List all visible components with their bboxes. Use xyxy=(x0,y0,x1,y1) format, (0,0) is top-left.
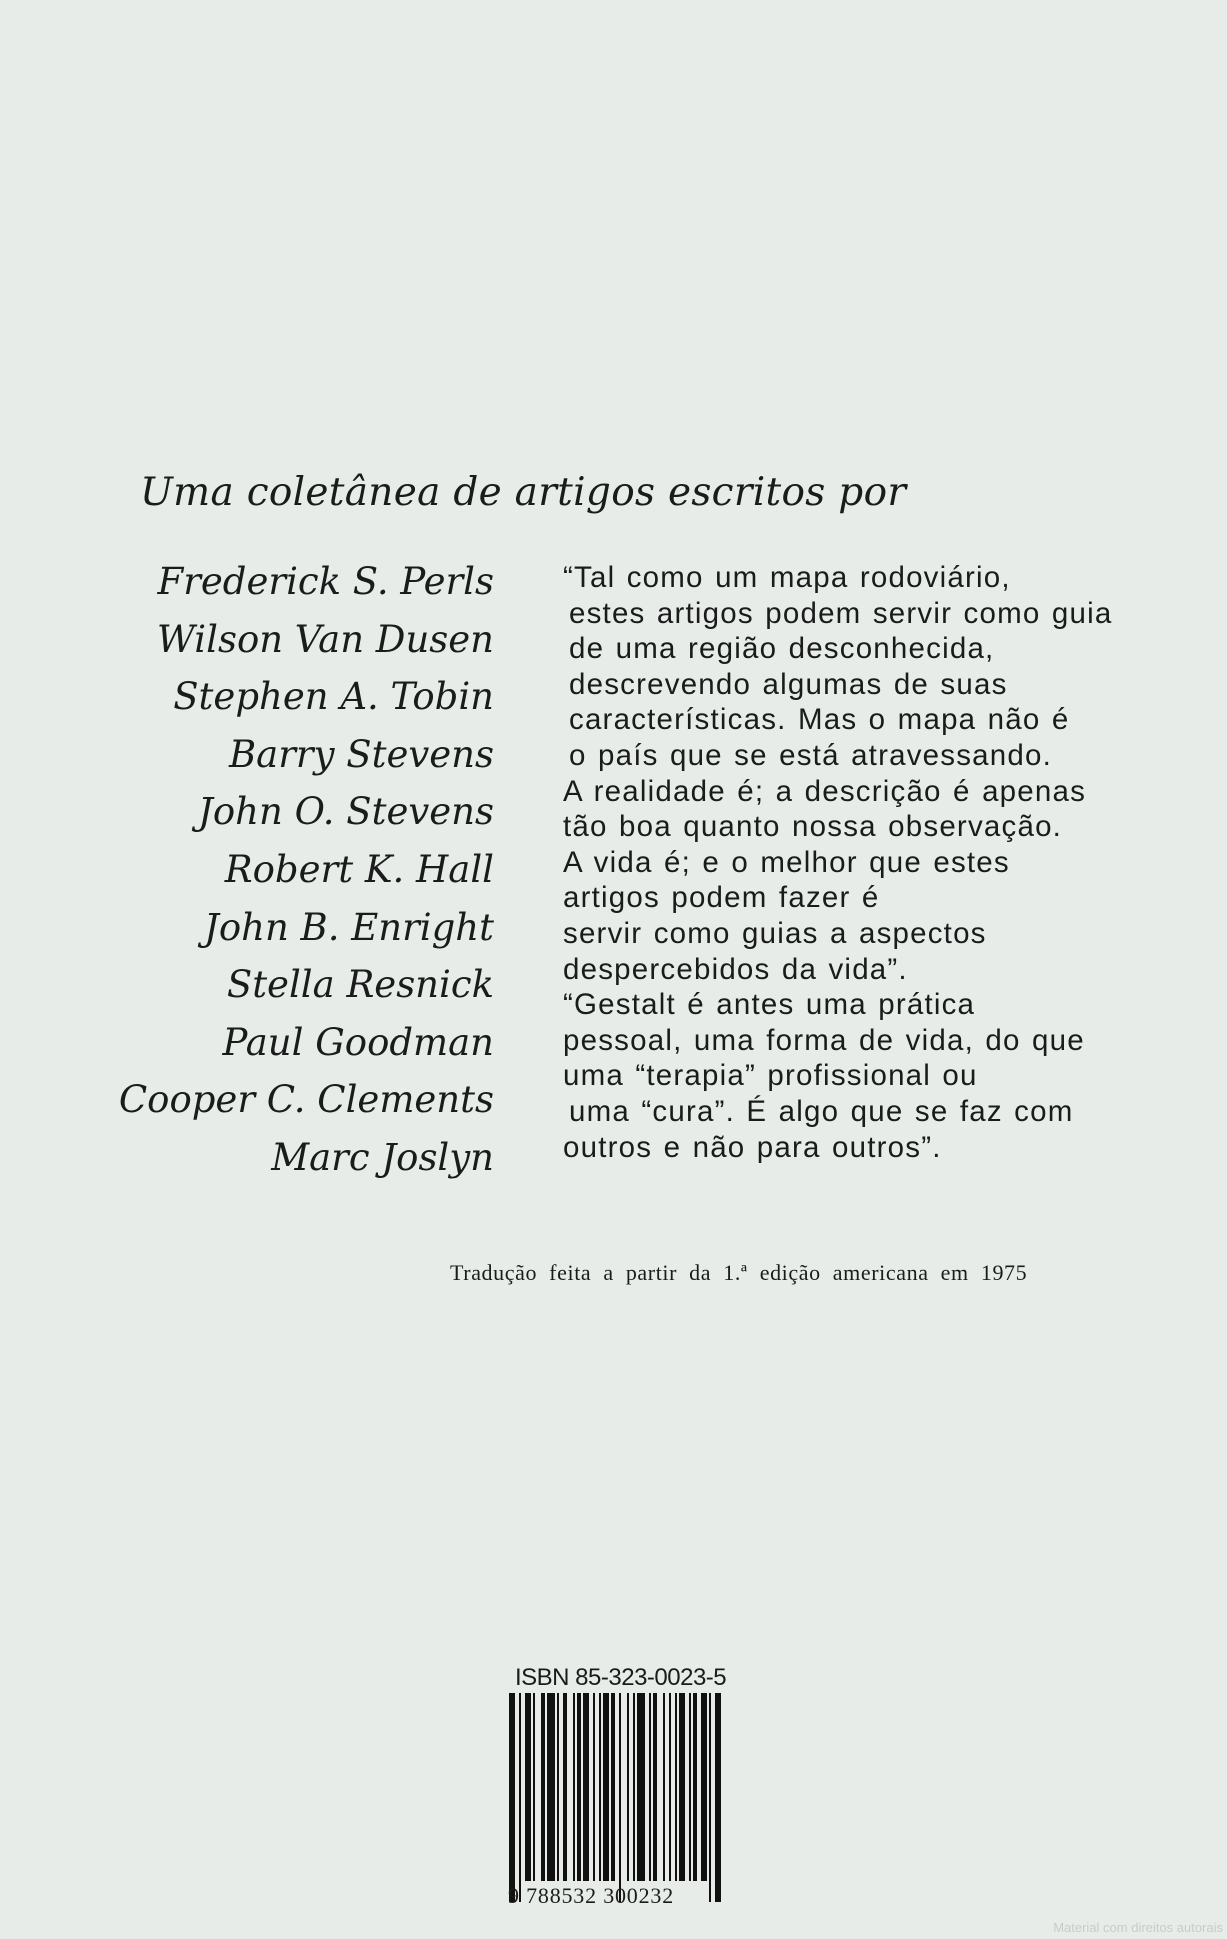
quote-line: uma “cura”. É algo que se faz com xyxy=(569,1094,1074,1128)
quote-line: descrevendo algumas de suas xyxy=(569,667,1008,701)
author-name: Wilson Van Dusen xyxy=(156,617,494,661)
author-name: Barry Stevens xyxy=(228,732,494,776)
quote-line: A vida é; e o melhor que estes xyxy=(563,845,1010,879)
quote-line: servir como guias a aspectos xyxy=(563,916,987,950)
description-quote xyxy=(563,560,1203,1165)
barcode-digits: 9 788532 300232 xyxy=(508,1883,674,1908)
quote-line: A realidade é; a descrição é apenas xyxy=(563,774,1087,808)
author-name: John B. Enright xyxy=(204,905,494,949)
quote-line: artigos podem fazer é xyxy=(563,881,880,915)
author-name: John O. Stevens xyxy=(198,790,494,834)
quote-line: uma “terapia” profissional ou xyxy=(563,1059,978,1093)
author-name: Marc Joslyn xyxy=(271,1135,494,1179)
author-name: Stella Resnick xyxy=(226,963,494,1007)
watermark: Material com direitos autorais xyxy=(1053,1920,1223,1935)
author-list xyxy=(119,553,494,1187)
translation-note: Tradução feita a partir da 1.ª edição americana em 1975 xyxy=(450,1260,1028,1285)
author-name: Robert K. Hall xyxy=(224,847,494,891)
quote-line: o país que se está atravessando. xyxy=(569,738,1052,772)
collection-intro: Uma coletânea de artigos escritos por xyxy=(140,470,907,515)
barcode-icon xyxy=(505,1693,763,1902)
author-name: Cooper C. Clements xyxy=(118,1078,494,1122)
quote-line: “Tal como um mapa rodoviário, xyxy=(563,561,1011,594)
quote-line: outros e não para outros”. xyxy=(563,1130,942,1164)
quote-line: de uma região desconhecida, xyxy=(569,632,995,666)
quote-line: “Gestalt é antes uma prática xyxy=(563,988,976,1022)
quote-line: estes artigos podem servir como guia xyxy=(569,596,1113,630)
isbn-label: ISBN 85-323-0023-5 xyxy=(515,1664,727,1691)
quote-line: características. Mas o mapa não é xyxy=(569,703,1070,737)
author-name: Frederick S. Perls xyxy=(157,560,494,603)
author-name: Paul Goodman xyxy=(222,1020,494,1064)
quote-line: pessoal, uma forma de vida, do que xyxy=(563,1023,1085,1057)
quote-line: despercebidos da vida”. xyxy=(563,952,908,986)
author-name: Stephen A. Tobin xyxy=(173,675,494,719)
quote-line: tão boa quanto nossa observação. xyxy=(563,810,1063,844)
